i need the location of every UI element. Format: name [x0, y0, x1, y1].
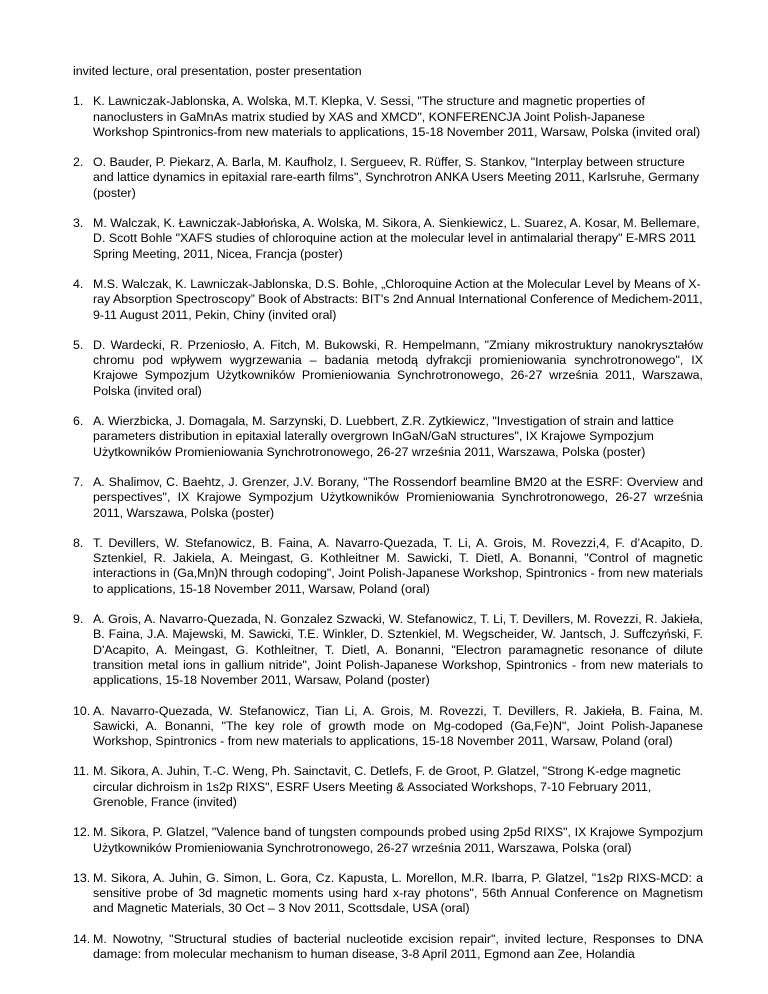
list-item-text: M. Sikora, A. Juhin, G. Simon, L. Gora, Cz. Kapusta, L. Morellon, M.R. Ibarra, P. Glatzel, "1s2p RIXS-MCD: a sensitive probe of 3d magnetic moments using hard x-ray photons", 56th Annual Conference on Magnetism and Magnetic Materials, 30 Oct – 3 Nov 2011, Scottsdale, USA (oral)	[93, 870, 703, 916]
list-item	[73, 94, 703, 140]
list-item-text: A. Wierzbicka, J. Domagala, M. Sarzynski, D. Luebbert, Z.R. Zytkiewicz, "Investigation of strain and lattice parameters distribution in epitaxial laterally overgrown InGaN/GaN structures", IX Krajowe Sympozjum Użytkowników Promieniowania Synchrotronowego, 26-27 września 2011, Warszawa, Polska (poster)	[93, 414, 674, 459]
list-item-number: 7.	[73, 474, 84, 489]
list-item-text: O. Bauder, P. Piekarz, A. Barla, M. Kaufholz, I. Sergueev, R. Rüffer, S. Stankov, "Interplay between structure and lattice dynamics in epitaxial rare-earth films", Synchrotron ANKA Users Meeting 2011, Karlsruhe, Germany (poster)	[93, 155, 700, 200]
list-item	[73, 764, 703, 810]
list-item-number: 12.	[73, 825, 91, 840]
list-item	[73, 338, 703, 399]
list-item-number: 6.	[73, 414, 84, 429]
list-item-text: A. Shalimov, C. Baehtz, J. Grenzer, J.V. Borany, "The Rossendorf beamline BM20 at the ESRF: Overview and perspectives", IX Krajowe Sympozjum Użytkowników Promieniowania Synchrotronowego, 26-27 września 2011, Warszawa, Polska (poster)	[93, 474, 703, 520]
list-item-text: A. Grois, A. Navarro-Quezada, N. Gonzalez Szwacki, W. Stefanowicz, T. Li, T. Devillers, M. Rovezzi, R. Jakieła, B. Faina, J.A. Majewski, M. Sawicki, T.E. Winkler, D. Sztenkiel, M. Wegscheider, W. Jantsch, J. Suffczyński, F. D'Acapito, A. Meingast, G. Kothleitner, T. Dietl, A. Bonanni, "Electron paramagnetic resonance of dilute transition metal ions in gallium nitride", Joint Polish-Japanese Workshop, Spintronics - from new materials to applications, 15-18 November 2011, Warsaw, Poland (poster)	[93, 612, 703, 688]
list-item-number: 9.	[73, 612, 84, 627]
list-item	[73, 704, 703, 750]
list-item	[73, 155, 703, 201]
list-item	[73, 612, 703, 688]
list-item-text: T. Devillers, W. Stefanowicz, B. Faina, A. Navarro-Quezada, T. Li, A. Grois, M. Rovezzi,4, F. d’Acapito, D. Sztenkiel, R. Jakiela, A. Meingast, G. Kothleitner M. Sawicki, T. Dietl, A. Bonanni, "Control of magnetic interactions in (Ga,Mn)N through codoping", Joint Polish-Japanese Workshop, Spintronics - from new materials to applications, 15-18 November 2011, Warsaw, Poland (oral)	[93, 535, 703, 596]
list-item	[73, 536, 703, 597]
list-item-number: 3.	[73, 216, 84, 231]
list-item-number: 8.	[73, 535, 84, 550]
list-item-number: 2.	[73, 155, 84, 170]
list-item	[73, 825, 703, 856]
list-item-text: M. Sikora, A. Juhin, T.-C. Weng, Ph. Sainctavit, C. Detlefs, F. de Groot, P. Glatzel, "Strong K-edge magnetic circular dichroism in 1s2p RIXS", ESRF Users Meeting & Associated Workshops, 7-10 February 2011, Grenoble, France (invited)	[93, 764, 681, 809]
list-item-text: M. Walczak, K. Ławniczak-Jabłońska, A. Wolska, M. Sikora, A. Sienkiewicz, L. Suarez, A. Kosar, M. Bellemare, D. Scott Bohle "XAFS studies of chloroquine action at the molecular level in antimalarial therapy" E-MRS 2011 Spring Meeting, 2011, Nicea, Francja (poster)	[93, 216, 700, 261]
list-item-number: 4.	[73, 276, 84, 291]
list-item-number: 11.	[73, 764, 90, 779]
document-header: invited lecture, oral presentation, poster presentation	[73, 64, 362, 78]
list-item-text: M. Sikora, P. Glatzel, "Valence band of tungsten compounds probed using 2p5d RIXS", IX Krajowe Sympozjum Użytkowników Promieniowania Synchrotronowego, 26-27 września 2011, Warszawa, Polska (oral)	[93, 825, 703, 855]
list-item	[73, 871, 703, 917]
list-item	[73, 475, 703, 521]
list-item-number: 1.	[73, 94, 84, 109]
publication-list	[73, 94, 703, 962]
list-item-text: A. Navarro-Quezada, W. Stefanowicz, Tian Li, A. Grois, M. Rovezzi, T. Devillers, R. Jakieła, B. Faina, M. Sawicki, A. Bonanni, "The key role of growth mode on Mg-codoped (Ga,Fe)N", Joint Polish-Japanese Workshop, Spintronics - from new materials to applications, 15-18 November 2011, Warsaw, Poland (oral)	[93, 703, 703, 749]
list-item-text: M. Nowotny, "Structural studies of bacterial nucleotide excision repair", invited lecture, Responses to DNA damage: from molecular mechanism to human disease, 3-8 April 2011, Egmond aan Zee, Holandia	[93, 931, 703, 962]
list-item-text: M.S. Walczak, K. Lawniczak-Jablonska, D.S. Bohle, „Chloroquine Action at the Molecular Level by Means of X-ray Absorption Spectroscopy” Book of Abstracts: BIT's 2nd Annual International Conference of Medichem-2011, 9-11 August 2011, Pekin, Chiny (invited oral)	[93, 276, 703, 322]
list-item	[73, 216, 703, 262]
list-item	[73, 414, 703, 460]
list-item-text: D. Wardecki, R. Przeniosło, A. Fitch, M. Bukowski, R. Hempelmann, "Zmiany mikrostruktury nanokryształów chromu pod wpływem wygrzewania – badania metodą dyfrakcji promieniowania synchrotronowego", IX Krajowe Sympozjum Użytkowników Promieniowania Synchrotronowego, 26-27 września 2011, Warszawa, Polska (invited oral)	[93, 337, 703, 398]
document-page	[73, 64, 703, 977]
list-item-text: K. Lawniczak-Jablonska, A. Wolska, M.T. Klepka, V. Sessi, "The structure and magnetic properties of nanoclusters in GaMnAs matrix studied by XAS and XMCD", KONFERENCJA Joint Polish-Japanese Workshop Spintronics-from new materials to applications, 15-18 November 2011, Warsaw, Polska (invited oral)	[93, 94, 701, 139]
list-item-number: 5.	[73, 337, 84, 352]
list-item-number: 13.	[73, 870, 91, 885]
list-item-number: 14.	[73, 931, 91, 946]
list-item	[73, 277, 703, 323]
list-item	[73, 932, 703, 963]
list-item-number: 10.	[73, 703, 91, 718]
